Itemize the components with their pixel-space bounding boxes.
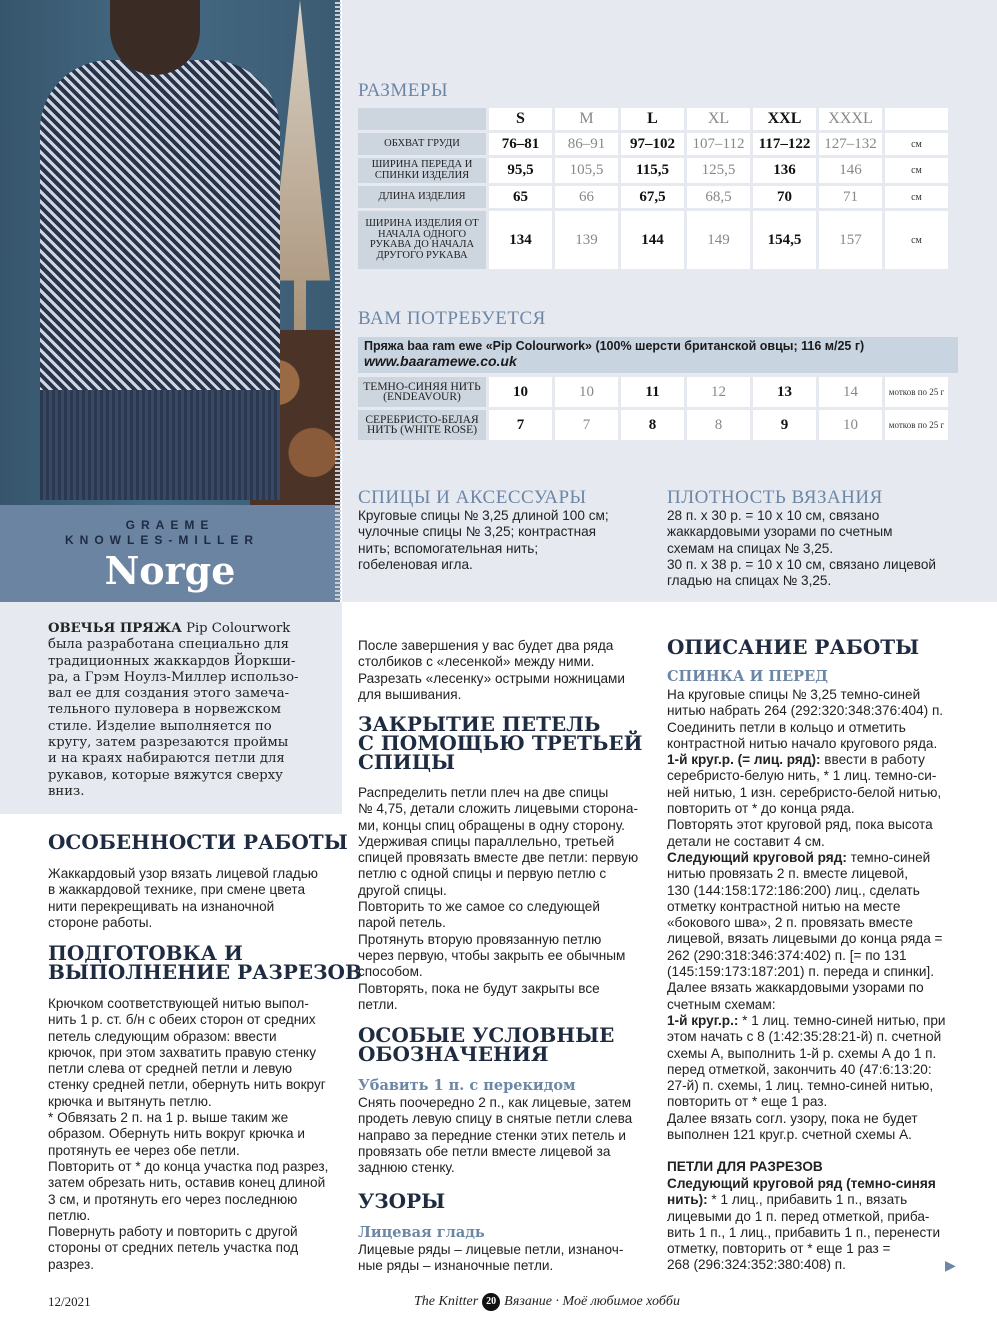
cutting-text xyxy=(358,638,625,703)
pattern-text xyxy=(358,1242,623,1275)
text-line: заднюю стенку. xyxy=(358,1160,455,1176)
size-value: 86–91 xyxy=(555,133,618,155)
text-line xyxy=(667,1192,940,1208)
size-value: 66 xyxy=(555,186,618,208)
yarn-row xyxy=(358,377,948,407)
abbreviations-heading xyxy=(358,1023,615,1066)
unit: см xyxy=(885,158,948,183)
text-line: гладью на спицах № 3,25. xyxy=(667,573,832,589)
size-value: 157 xyxy=(819,211,882,269)
text-line: разрез. xyxy=(48,1256,95,1272)
text-line: Разрезать «лесенку» острыми ножницами xyxy=(358,670,625,686)
text-line xyxy=(667,752,946,768)
text-line: в жаккардовой технике, при смене цвета xyxy=(48,882,306,898)
text-line: На круговые спицы № 3,25 темно-синей xyxy=(667,687,921,702)
features-text xyxy=(48,866,318,931)
size-value: 70 xyxy=(753,186,816,208)
skein-count: 10 xyxy=(819,410,882,440)
text-line: 130 (144:158:172:186:200) лиц., сделать xyxy=(667,882,920,898)
text-line: нитью провязать 2 п. вместе лицевой, xyxy=(667,866,909,882)
text-line: ПОДГОТОВКА И xyxy=(48,941,243,965)
bold-lead: Следующий круговой ряд: xyxy=(667,849,847,865)
back-front-text xyxy=(667,687,946,1143)
slits-text xyxy=(667,1176,940,1274)
sweater xyxy=(40,60,280,500)
size-header-row xyxy=(358,108,948,130)
text-line: Удерживая спицы параллельно, третьей xyxy=(358,833,615,849)
skein-count: 8 xyxy=(687,410,750,440)
instructions-heading: ОПИСАНИЕ РАБОТЫ xyxy=(667,635,920,659)
sizes-heading: РАЗМЕРЫ xyxy=(358,80,449,101)
size-value: 149 xyxy=(687,211,750,269)
text-line: столбиков с «лесенкой» между ними. xyxy=(358,654,595,670)
skein-count: 13 xyxy=(753,377,816,407)
size-value: 65 xyxy=(489,186,552,208)
text-line: Повернуть работу и повторить с другой xyxy=(48,1224,298,1240)
prep-text xyxy=(48,996,328,1273)
text-line: схемам на спицах № 3,25. xyxy=(667,540,834,556)
unit: см xyxy=(885,211,948,269)
text-line: была разработана специально для xyxy=(48,637,289,653)
text-line: лицевой, вязать лицевыми до конца ряда = xyxy=(667,931,943,947)
text-line: ОБОЗНАЧЕНИЯ xyxy=(358,1042,549,1066)
text-line: повторить от * еще 1 раз. xyxy=(667,1094,828,1110)
text-line: стороне работы. xyxy=(48,914,153,930)
size-value: 127–132 xyxy=(819,133,882,155)
size-column-header: XXL xyxy=(753,108,816,130)
sizes-table xyxy=(355,105,951,272)
line-text: ввести в работу xyxy=(820,752,925,768)
text-line: протянуть ее через обе петли. xyxy=(48,1142,240,1158)
text-line: Жаккардовый узор вязать лицевой гладью xyxy=(48,866,318,881)
text-line: СПИЦЫ xyxy=(358,750,456,774)
yarn-description: Пряжа baa ram ewe «Pip Colourwork» (100% шерсти британской овцы; 116 м/25 г) xyxy=(364,339,865,353)
unit: мотков по 25 г xyxy=(885,377,948,407)
skein-count: 8 xyxy=(621,410,684,440)
text-line: схемы А, выполнить 1-й р. схемы А до 1 п. xyxy=(667,1045,937,1061)
text-line: другой спицы. xyxy=(358,882,447,898)
text-line: 28 п. х 30 р. = 10 х 10 см, связано xyxy=(667,508,880,523)
text-line: серебристо-белую нить, * 1 лиц. темно-си- xyxy=(667,768,937,784)
text-line: 268 (296:324:352:380:408) п. xyxy=(667,1257,846,1273)
skein-count: 7 xyxy=(489,410,552,440)
line-text: * 1 лиц., прибавить 1 п., вязать xyxy=(707,1192,908,1208)
size-value: 136 xyxy=(753,158,816,183)
patterns-heading: УЗОРЫ xyxy=(358,1189,446,1213)
text-line: Протянуть вторую провязанную петлю xyxy=(358,931,602,947)
size-value: 67,5 xyxy=(621,186,684,208)
yarn-url[interactable]: www.baaramewe.co.uk xyxy=(364,353,517,369)
needles-heading: СПИЦЫ И АКСЕССУАРЫ xyxy=(358,487,587,508)
skein-count: 10 xyxy=(555,377,618,407)
row-label: ДЛИНА ИЗДЕЛИЯ xyxy=(358,186,486,208)
text-line: вниз. xyxy=(48,783,85,799)
text-line xyxy=(48,621,299,637)
text-line: парой петель. xyxy=(358,915,446,931)
size-value: 154,5 xyxy=(753,211,816,269)
yarn-row xyxy=(358,410,948,440)
size-row xyxy=(358,133,948,155)
row-label: ОБХВАТ ГРУДИ xyxy=(358,133,486,155)
row-label: ШИРИНА ПЕРЕДА И СПИНКИ ИЗДЕЛИЯ xyxy=(358,158,486,183)
text-line: нить; вспомогательная нить; xyxy=(358,540,539,556)
skein-count: 12 xyxy=(687,377,750,407)
text-line: спицей провязать вместе две петли: первую xyxy=(358,850,639,866)
unit: см xyxy=(885,186,948,208)
unit: см xyxy=(885,133,948,155)
skein-count: 14 xyxy=(819,377,882,407)
size-column-header: XXXL xyxy=(819,108,882,130)
text-line: затем обрезать нить, оставив конец длиной xyxy=(48,1175,326,1191)
text-line: вить 1 п., 1 лиц., прибавить 1 п., перенести xyxy=(667,1224,941,1240)
abbreviation-text xyxy=(358,1095,632,1176)
size-value: 134 xyxy=(489,211,552,269)
bold-lead: 1-й круг.р. (= лиц. ряд): xyxy=(667,752,821,768)
text-line: 3 см, и протянуть его через последнюю xyxy=(48,1191,298,1207)
text-line: крючок, при этом захватить правую стенку xyxy=(48,1044,317,1060)
line-text: темно-синей xyxy=(846,849,931,865)
size-value: 117–122 xyxy=(753,133,816,155)
sweater-photo xyxy=(0,0,340,505)
bindoff-heading xyxy=(358,712,643,774)
skein-count: 10 xyxy=(489,377,552,407)
size-column-header: S xyxy=(489,108,552,130)
text-line: повторить от * до конца ряда. xyxy=(667,801,855,817)
text-line: Повторить то же самое со следующей xyxy=(358,899,600,915)
text-line: крючка и вытянуть петлю. xyxy=(48,1093,212,1109)
size-column-header: L xyxy=(621,108,684,130)
text-line: гобеленовая игла. xyxy=(358,556,473,572)
needles-text xyxy=(358,508,609,573)
text-line: жаккардовыми узорами по счетным xyxy=(667,524,893,540)
size-value: 125,5 xyxy=(687,158,750,183)
size-value: 107–112 xyxy=(687,133,750,155)
text-line: петель следующим образом: ввести xyxy=(48,1028,277,1044)
author-last-name: KNOWLES-MILLER xyxy=(65,533,259,547)
text-line xyxy=(667,1013,946,1029)
text-line: способом. xyxy=(358,964,423,980)
size-row xyxy=(358,158,948,183)
unit: мотков по 25 г xyxy=(885,410,948,440)
stitch-divider xyxy=(335,0,341,600)
text-line: провязать обе петли вместе лицевой за xyxy=(358,1143,611,1159)
size-value: 68,5 xyxy=(687,186,750,208)
text-line: (145:159:173:187:201) п. переда и спинки]. xyxy=(667,964,934,980)
text-line: ЗАКРЫТИЕ ПЕТЕЛЬ xyxy=(358,712,601,736)
empty-cell xyxy=(358,108,486,130)
prep-heading xyxy=(48,941,362,984)
text-line: петли слева от средней петли и левую xyxy=(48,1061,293,1077)
text-line: Снять поочередно 2 п., как лицевые, затем xyxy=(358,1095,632,1110)
continue-arrow-icon: ▶ xyxy=(945,1257,956,1273)
text-line: кругу, затем разрезаются проймы xyxy=(48,735,289,751)
text-line: петлю. xyxy=(48,1207,91,1223)
text-line: Далее вязать согл. узору, пока не будет xyxy=(667,1110,918,1126)
text-line: тельного пуловера в норвежском xyxy=(48,702,281,718)
footer-magazine xyxy=(414,1293,680,1311)
size-value: 97–102 xyxy=(621,133,684,155)
text-line: чулочные спицы № 3,25; контрастная xyxy=(358,524,597,540)
bold-lead: 1-й круг.р.: xyxy=(667,1012,739,1028)
bold-lead: ОВЕЧЬЯ ПРЯЖА xyxy=(48,621,182,636)
yarn-table xyxy=(355,374,951,443)
text-line: нить 1 р. ст. б/н с обеих сторон от средних xyxy=(48,1012,316,1028)
text-line: 30 п. х 38 р. = 10 х 10 см, связано лицевой xyxy=(667,556,936,572)
text-line: продеть левую спицу в снятые петли слева xyxy=(358,1111,633,1127)
gauge-text xyxy=(667,508,936,589)
text-line: рукавов, которые вяжутся сверху xyxy=(48,767,283,783)
pattern-title: Norge xyxy=(104,548,236,593)
abbreviation-name: Убавить 1 п. с перекидом xyxy=(358,1077,576,1094)
features-heading: ОСОБЕННОСТИ РАБОТЫ xyxy=(48,830,348,854)
issue-date: 12/2021 xyxy=(48,1294,91,1309)
text-line: образом. Обернуть нить вокруг крючка и xyxy=(48,1126,305,1142)
bindoff-text xyxy=(358,785,638,1013)
author-first-name: GRAEME xyxy=(125,518,215,532)
text-line: вал ее для создания этого замеча- xyxy=(48,686,290,702)
page-number: 20 xyxy=(482,1293,500,1311)
magazine-name: The Knitter xyxy=(414,1294,479,1309)
yarn-info xyxy=(358,337,958,373)
text-line: для вышивания. xyxy=(358,686,462,702)
text-line: и на краях набираются петли для xyxy=(48,751,285,767)
text-line: стиле. Изделие выполняется по xyxy=(48,718,272,734)
text-line: 262 (290:318:346:374:402) п. [= по 131 xyxy=(667,947,907,963)
magazine-tagline: Вязание · Моё любимое хобби xyxy=(504,1294,680,1309)
intro-text xyxy=(48,621,299,800)
bold-lead: Следующий круговой ряд (темно-синяя xyxy=(667,1176,936,1191)
text-line: После завершения у вас будет два ряда xyxy=(358,638,614,653)
size-value: 146 xyxy=(819,158,882,183)
text-line: петлю с одной спицы и первую петлю с xyxy=(358,866,607,882)
size-row xyxy=(358,211,948,269)
materials-heading: ВАМ ПОТРЕБУЕТСЯ xyxy=(358,308,546,329)
text-line: Повторить от * до конца участка под разрез, xyxy=(48,1158,329,1174)
text-line: нити перекрещивать на изнаночной xyxy=(48,898,275,914)
bold-lead: нить): xyxy=(667,1192,708,1208)
text-line: Далее вязать жаккардовыми узорами по xyxy=(667,980,924,996)
size-value: 139 xyxy=(555,211,618,269)
text-line: Лицевые ряды – лицевые петли, изнаноч- xyxy=(358,1242,624,1257)
skein-count: 9 xyxy=(753,410,816,440)
pattern-name: Лицевая гладь xyxy=(358,1224,485,1241)
row-label: ШИРИНА ИЗДЕЛИЯ ОТ НАЧАЛА ОДНОГО РУКАВА ДО НАЧАЛА ДРУГОГО РУКАВА xyxy=(358,211,486,269)
text-line: ВЫПОЛНЕНИЕ РАЗРЕЗОВ xyxy=(48,960,362,984)
text-line: этом начать с 8 (1:42:35:28:21-й) п. счетной xyxy=(667,1029,942,1045)
size-value: 105,5 xyxy=(555,158,618,183)
size-value: 144 xyxy=(621,211,684,269)
text-line: отметку контрастной нитью на месте xyxy=(667,898,901,914)
size-column-header: XL xyxy=(687,108,750,130)
line-text: * 1 лиц. темно-синей нитью, при xyxy=(738,1012,946,1028)
text-line: традиционных жаккардов Йоркши- xyxy=(48,653,296,669)
text-line: С ПОМОЩЬЮ ТРЕТЬЕЙ xyxy=(358,731,643,755)
slits-heading: ПЕТЛИ ДЛЯ РАЗРЕЗОВ xyxy=(667,1159,823,1174)
text-line: через первую, чтобы закрыть ее обычным xyxy=(358,947,626,963)
text-line: * Обвязать 2 п. на 1 р. выше таким же xyxy=(48,1110,289,1126)
text-line: стороны от средних петель участка под xyxy=(48,1240,299,1256)
skein-count: 7 xyxy=(555,410,618,440)
size-value: 76–81 xyxy=(489,133,552,155)
text-line: ра, а Грэм Ноулз-Миллер использо- xyxy=(48,669,299,685)
text-line: контрастной нитью начало кругового ряда. xyxy=(667,735,938,751)
text-line: Соединить петли в кольцо и отметить xyxy=(667,719,906,735)
text-line: ные ряды – изнаночные петли. xyxy=(358,1258,554,1274)
size-value: 71 xyxy=(819,186,882,208)
text-line: стенку средней петли, обернуть нить вокруг xyxy=(48,1077,326,1093)
text-line xyxy=(667,850,946,866)
text-line: № 4,75, детали сложить лицевыми сторона- xyxy=(358,801,638,817)
text-line: Крючком соответствующей нитью выпол- xyxy=(48,996,309,1011)
skein-count: 11 xyxy=(621,377,684,407)
text-line: счетным схемам: xyxy=(667,996,776,1012)
size-row xyxy=(358,186,948,208)
text-line: детали не составит 4 см. xyxy=(667,833,825,849)
text-line: Распределить петли плеч на две спицы xyxy=(358,785,609,800)
yarn-color-label: ТЕМНО-СИНЯЯ НИТЬ (ENDEAVOUR) xyxy=(358,377,486,407)
text-line: отметку, повторить от * еще 1 раз = xyxy=(667,1241,891,1257)
gauge-heading: ПЛОТНОСТЬ ВЯЗАНИЯ xyxy=(667,487,883,508)
text-line: направо за передние стенки этих петель и xyxy=(358,1127,626,1143)
size-value: 115,5 xyxy=(621,158,684,183)
yarn-color-label: СЕРЕБРИСТО-БЕЛАЯ НИТЬ (WHITE ROSE) xyxy=(358,410,486,440)
text-line: Круговые спицы № 3,25 длиной 100 см; xyxy=(358,508,609,523)
text-line: перед отметкой, закончить 40 (47:6:13:20: xyxy=(667,1061,932,1077)
text-line: ОСОБЫЕ УСЛОВНЫЕ xyxy=(358,1023,615,1047)
text-line: нитью набрать 264 (292:320:348:376:404) п. xyxy=(667,703,944,719)
text-line: Повторять, пока не будут закрыты все xyxy=(358,980,600,996)
text-line: лицевыми до 1 п. перед отметкой, приба- xyxy=(667,1208,930,1224)
text-line xyxy=(667,1176,940,1192)
text-line: «бокового шва», 2 п. провязать вместе xyxy=(667,915,913,931)
text-line: петли. xyxy=(358,996,398,1012)
empty-cell xyxy=(885,108,948,130)
text-line: Повторять этот круговой ряд, пока высота xyxy=(667,817,933,833)
text-line: ми, концы спиц обращены в одну сторону. xyxy=(358,817,625,833)
back-front-heading: СПИНКА И ПЕРЕД xyxy=(667,668,829,685)
line-text: Pip Colourwork xyxy=(181,621,291,636)
text-line: ней нитью, 1 изн. серебристо-белой нитью, xyxy=(667,784,942,800)
text-line: 27-й) п. схемы, 1 лиц. темно-синей нитью, xyxy=(667,1078,934,1094)
size-column-header: M xyxy=(555,108,618,130)
size-value: 95,5 xyxy=(489,158,552,183)
text-line: выполнен 121 круг.р. счетной схемы А. xyxy=(667,1127,912,1143)
